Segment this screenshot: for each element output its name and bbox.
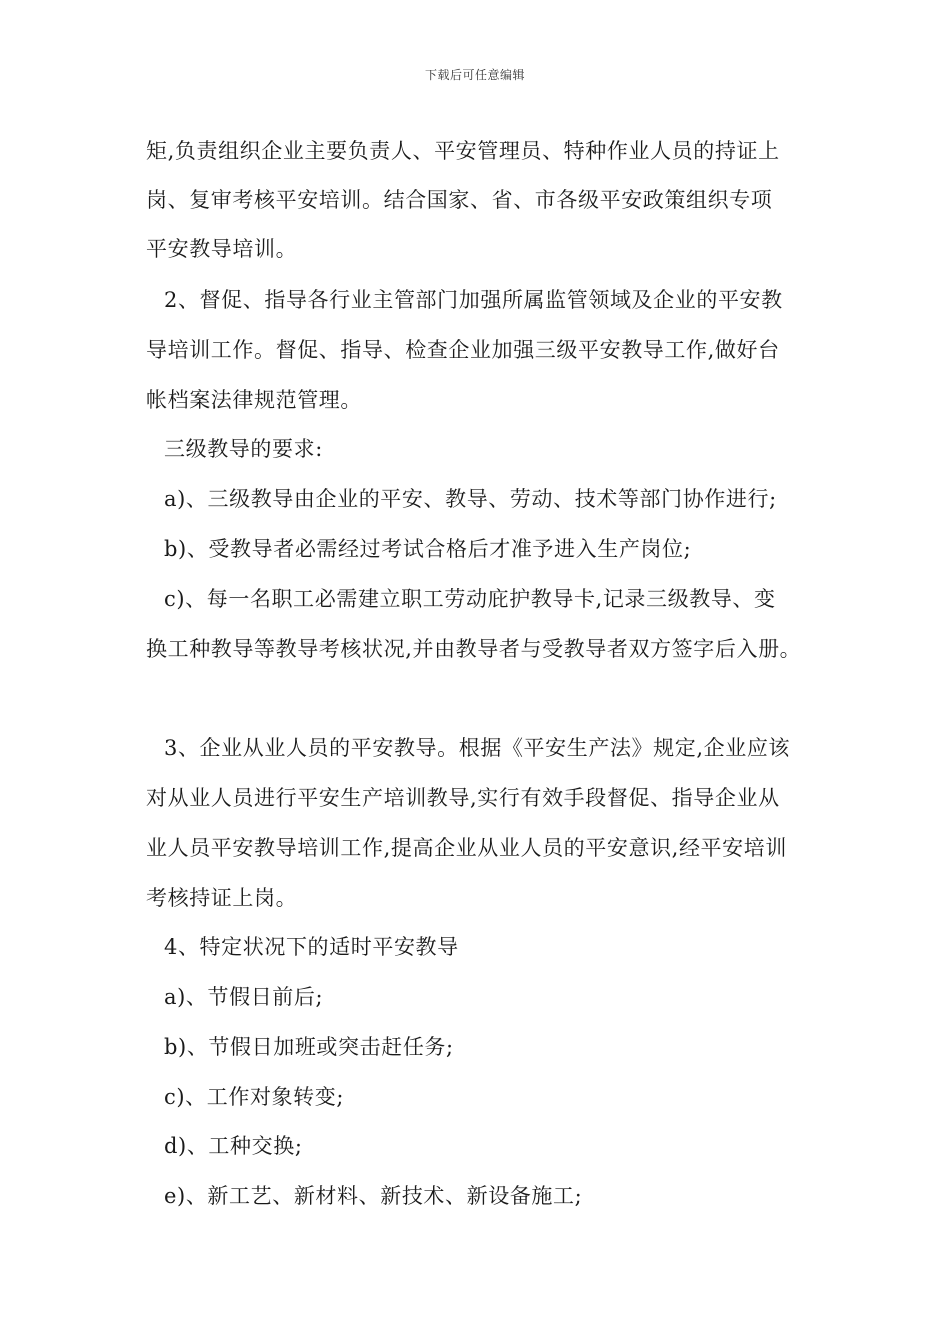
paragraph-line: 矩,负责组织企业主要负责人、平安管理员、特种作业人员的持证上: [146, 139, 780, 163]
paragraph-line: 导培训工作。督促、指导、检查企业加强三级平安教导工作,做好台: [146, 338, 780, 362]
list-item: a)、三级教导由企业的平安、教导、劳动、技术等部门协作进行;: [164, 487, 777, 511]
paragraph-line: 帐档案法律规范管理。: [146, 388, 362, 412]
paragraph-line: 岗、复审考核平安培训。结合国家、省、市各级平安政策组织专项: [146, 188, 773, 212]
paragraph-line: 对从业人员进行平安生产培训教导,实行有效手段督促、指导企业从: [146, 786, 780, 810]
paragraph-line: 三级教导的要求:: [164, 437, 323, 461]
list-item: b)、节假日加班或突击赶任务;: [164, 1035, 454, 1059]
paragraph-line: 业人员平安教导培训工作,提高企业从业人员的平安意识,经平安培训: [146, 836, 787, 860]
list-item: c)、工作对象转变;: [164, 1085, 345, 1109]
list-item: d)、工种交换;: [164, 1134, 303, 1158]
page-header: 下载后可任意编辑: [424, 68, 525, 82]
paragraph-line: 换工种教导等教导考核状况,并由教导者与受教导者双方签字后入册。: [146, 637, 802, 661]
list-item: b)、受教导者必需经过考试合格后才准予进入生产岗位;: [164, 537, 692, 561]
list-item: a)、节假日前后;: [164, 985, 324, 1009]
paragraph-line: 2、督促、指导各行业主管部门加强所属监管领域及企业的平安教: [164, 288, 783, 312]
paragraph-line: 考核持证上岗。: [146, 886, 298, 910]
paragraph-line: 3、企业从业人员的平安教导。根据《平安生产法》规定,企业应该: [164, 736, 791, 760]
paragraph-line: 平安教导培训。: [146, 237, 298, 261]
list-item: e)、新工艺、新材料、新技术、新设备施工;: [164, 1184, 583, 1208]
paragraph-line: 4、特定状况下的适时平安教导: [164, 935, 459, 959]
list-item: c)、每一名职工必需建立职工劳动庇护教导卡,记录三级教导、变: [164, 587, 776, 611]
